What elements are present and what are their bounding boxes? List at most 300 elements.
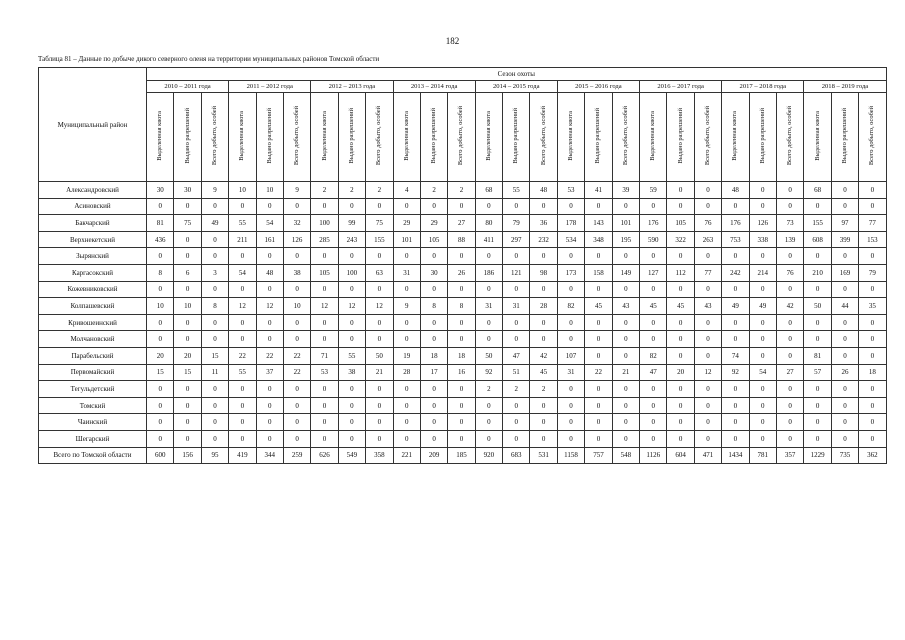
value-cell: 0 xyxy=(503,248,530,265)
value-cell: 0 xyxy=(201,397,228,414)
value-cell: 0 xyxy=(338,198,365,215)
subcolumn-label: Всего добыто, особей xyxy=(621,106,629,166)
subcolumn-label: Всего добыто, особей xyxy=(539,106,547,166)
value-cell: 0 xyxy=(229,248,256,265)
subcolumn-label: Выдано разрешений xyxy=(758,108,766,164)
value-cell: 55 xyxy=(229,364,256,381)
value-cell: 0 xyxy=(256,248,283,265)
value-cell: 0 xyxy=(804,198,831,215)
subcolumn-label: Выдано разрешений xyxy=(430,108,438,164)
subcolumn-label: Выдано разрешений xyxy=(840,108,848,164)
value-cell: 0 xyxy=(859,381,886,398)
value-cell: 0 xyxy=(530,248,557,265)
value-cell: 0 xyxy=(776,397,803,414)
value-cell: 31 xyxy=(503,298,530,315)
value-cell: 80 xyxy=(475,215,502,232)
value-cell: 411 xyxy=(475,231,502,248)
value-cell: 419 xyxy=(229,447,256,464)
value-cell: 107 xyxy=(557,347,584,364)
value-cell: 549 xyxy=(338,447,365,464)
value-cell: 0 xyxy=(283,397,310,414)
value-cell: 0 xyxy=(831,397,858,414)
value-cell: 0 xyxy=(749,281,776,298)
value-cell: 9 xyxy=(393,298,420,315)
value-cell: 0 xyxy=(557,248,584,265)
value-cell: 0 xyxy=(667,381,694,398)
value-cell: 2 xyxy=(503,381,530,398)
value-cell: 0 xyxy=(749,182,776,199)
value-cell: 0 xyxy=(174,231,201,248)
value-cell: 20 xyxy=(147,347,174,364)
value-cell: 259 xyxy=(283,447,310,464)
value-cell: 26 xyxy=(448,264,475,281)
value-cell: 0 xyxy=(201,331,228,348)
value-cell: 39 xyxy=(612,182,639,199)
value-cell: 38 xyxy=(338,364,365,381)
value-cell: 209 xyxy=(420,447,447,464)
value-cell: 0 xyxy=(722,314,749,331)
table-row xyxy=(39,331,887,348)
value-cell: 0 xyxy=(530,414,557,431)
value-cell: 30 xyxy=(174,182,201,199)
table-row xyxy=(39,182,887,199)
value-cell: 82 xyxy=(640,347,667,364)
value-cell: 2 xyxy=(475,381,502,398)
value-cell: 98 xyxy=(530,264,557,281)
value-cell: 75 xyxy=(174,215,201,232)
district-name-cell: Шегарский xyxy=(39,430,147,447)
value-cell: 0 xyxy=(448,430,475,447)
district-name-cell: Александровский xyxy=(39,182,147,199)
value-cell: 0 xyxy=(147,248,174,265)
value-cell: 608 xyxy=(804,231,831,248)
season-year-header: 2012 – 2013 года xyxy=(311,81,393,93)
value-cell: 48 xyxy=(722,182,749,199)
value-cell: 0 xyxy=(338,381,365,398)
value-cell: 0 xyxy=(831,331,858,348)
value-cell: 0 xyxy=(311,331,338,348)
value-cell: 0 xyxy=(174,198,201,215)
value-cell: 126 xyxy=(749,215,776,232)
value-cell: 0 xyxy=(366,381,393,398)
value-cell: 0 xyxy=(776,347,803,364)
value-cell: 0 xyxy=(585,397,612,414)
value-cell: 88 xyxy=(448,231,475,248)
value-cell: 0 xyxy=(804,430,831,447)
value-cell: 95 xyxy=(201,447,228,464)
value-cell: 139 xyxy=(776,231,803,248)
value-cell: 8 xyxy=(448,298,475,315)
value-cell: 214 xyxy=(749,264,776,281)
value-cell: 54 xyxy=(256,215,283,232)
value-cell: 0 xyxy=(612,397,639,414)
value-cell: 0 xyxy=(722,248,749,265)
value-cell: 158 xyxy=(585,264,612,281)
table-row xyxy=(39,281,887,298)
value-cell: 0 xyxy=(585,281,612,298)
subcolumn-label: Выделенная квота xyxy=(320,111,328,161)
subcolumn-header xyxy=(694,93,721,182)
value-cell: 29 xyxy=(420,215,447,232)
subcolumn-label: Всего добыто, особей xyxy=(704,106,711,166)
value-cell: 0 xyxy=(530,397,557,414)
value-cell: 143 xyxy=(585,215,612,232)
value-cell: 0 xyxy=(557,414,584,431)
value-cell: 0 xyxy=(804,414,831,431)
value-cell: 0 xyxy=(722,198,749,215)
value-cell: 12 xyxy=(256,298,283,315)
value-cell: 53 xyxy=(311,364,338,381)
value-cell: 0 xyxy=(174,314,201,331)
district-name-cell: Кожевниковский xyxy=(39,281,147,298)
value-cell: 0 xyxy=(667,331,694,348)
district-name-cell: Асиновский xyxy=(39,198,147,215)
season-year-header: 2010 – 2011 года xyxy=(147,81,229,93)
value-cell: 186 xyxy=(475,264,502,281)
value-cell: 0 xyxy=(694,281,721,298)
value-cell: 0 xyxy=(722,381,749,398)
value-cell: 79 xyxy=(503,215,530,232)
value-cell: 43 xyxy=(694,298,721,315)
value-cell: 0 xyxy=(859,430,886,447)
value-cell: 155 xyxy=(366,231,393,248)
season-year-header: 2013 – 2014 года xyxy=(393,81,475,93)
value-cell: 0 xyxy=(393,198,420,215)
value-cell: 0 xyxy=(503,331,530,348)
value-cell: 0 xyxy=(256,314,283,331)
value-cell: 0 xyxy=(640,430,667,447)
value-cell: 0 xyxy=(749,381,776,398)
value-cell: 0 xyxy=(256,281,283,298)
value-cell: 0 xyxy=(229,198,256,215)
value-cell: 0 xyxy=(147,397,174,414)
value-cell: 22 xyxy=(585,364,612,381)
value-cell: 12 xyxy=(229,298,256,315)
value-cell: 0 xyxy=(612,314,639,331)
value-cell: 10 xyxy=(256,182,283,199)
value-cell: 38 xyxy=(283,264,310,281)
value-cell: 0 xyxy=(831,314,858,331)
value-cell: 10 xyxy=(229,182,256,199)
value-cell: 920 xyxy=(475,447,502,464)
value-cell: 534 xyxy=(557,231,584,248)
subcolumn-header xyxy=(201,93,228,182)
value-cell: 0 xyxy=(420,331,447,348)
value-cell: 12 xyxy=(694,364,721,381)
value-cell: 604 xyxy=(667,447,694,464)
value-cell: 37 xyxy=(256,364,283,381)
table-row xyxy=(39,314,887,331)
value-cell: 3 xyxy=(201,264,228,281)
value-cell: 0 xyxy=(393,314,420,331)
value-cell: 0 xyxy=(557,331,584,348)
value-cell: 0 xyxy=(366,198,393,215)
value-cell: 362 xyxy=(859,447,886,464)
value-cell: 42 xyxy=(530,347,557,364)
value-cell: 0 xyxy=(776,281,803,298)
value-cell: 0 xyxy=(585,414,612,431)
value-cell: 18 xyxy=(448,347,475,364)
value-cell: 30 xyxy=(147,182,174,199)
value-cell: 0 xyxy=(338,314,365,331)
value-cell: 10 xyxy=(283,298,310,315)
value-cell: 0 xyxy=(393,430,420,447)
value-cell: 0 xyxy=(776,314,803,331)
value-cell: 0 xyxy=(229,331,256,348)
value-cell: 0 xyxy=(338,331,365,348)
value-cell: 0 xyxy=(640,381,667,398)
value-cell: 221 xyxy=(393,447,420,464)
value-cell: 0 xyxy=(694,248,721,265)
value-cell: 77 xyxy=(859,215,886,232)
value-cell: 0 xyxy=(475,331,502,348)
subcolumn-header xyxy=(749,93,776,182)
value-cell: 0 xyxy=(475,248,502,265)
value-cell: 22 xyxy=(256,347,283,364)
subcolumn-label: Всего добыто, особей xyxy=(210,106,218,166)
value-cell: 71 xyxy=(311,347,338,364)
value-cell: 0 xyxy=(201,430,228,447)
value-cell: 0 xyxy=(530,430,557,447)
table-row xyxy=(39,447,887,464)
value-cell: 0 xyxy=(174,397,201,414)
district-name-cell: Парабельский xyxy=(39,347,147,364)
value-cell: 21 xyxy=(366,364,393,381)
value-cell: 45 xyxy=(585,298,612,315)
value-cell: 1229 xyxy=(804,447,831,464)
value-cell: 0 xyxy=(831,381,858,398)
value-cell: 0 xyxy=(448,281,475,298)
value-cell: 0 xyxy=(147,414,174,431)
district-name-cell: Каргасокский xyxy=(39,264,147,281)
value-cell: 0 xyxy=(393,381,420,398)
value-cell: 112 xyxy=(667,264,694,281)
value-cell: 0 xyxy=(776,182,803,199)
table-caption: Таблица 81 – Данные по добыче дикого северного оленя на территории муниципальных районов Томской области xyxy=(38,55,380,63)
value-cell: 0 xyxy=(749,198,776,215)
value-cell: 81 xyxy=(804,347,831,364)
value-cell: 0 xyxy=(229,430,256,447)
table-row xyxy=(39,381,887,398)
value-cell: 53 xyxy=(557,182,584,199)
value-cell: 0 xyxy=(311,281,338,298)
value-cell: 0 xyxy=(393,331,420,348)
value-cell: 0 xyxy=(448,248,475,265)
value-cell: 76 xyxy=(694,215,721,232)
value-cell: 0 xyxy=(557,430,584,447)
value-cell: 0 xyxy=(311,397,338,414)
value-cell: 0 xyxy=(831,414,858,431)
value-cell: 161 xyxy=(256,231,283,248)
subcolumn-header xyxy=(831,93,858,182)
value-cell: 68 xyxy=(804,182,831,199)
value-cell: 127 xyxy=(640,264,667,281)
value-cell: 0 xyxy=(804,381,831,398)
value-cell: 2 xyxy=(530,381,557,398)
value-cell: 0 xyxy=(311,430,338,447)
value-cell: 36 xyxy=(530,215,557,232)
value-cell: 0 xyxy=(667,314,694,331)
table-row xyxy=(39,198,887,215)
value-cell: 153 xyxy=(859,231,886,248)
value-cell: 0 xyxy=(722,414,749,431)
value-cell: 0 xyxy=(174,381,201,398)
subcolumn-header xyxy=(393,93,420,182)
value-cell: 338 xyxy=(749,231,776,248)
value-cell: 49 xyxy=(722,298,749,315)
subcolumn-label: Выдано разрешений xyxy=(676,108,684,164)
season-year-header: 2016 – 2017 года xyxy=(640,81,722,93)
subcolumn-label: Выдано разрешений xyxy=(347,108,355,164)
table-row xyxy=(39,264,887,281)
subcolumn-label: Выдано разрешений xyxy=(183,108,191,164)
value-cell: 92 xyxy=(722,364,749,381)
value-cell: 0 xyxy=(831,248,858,265)
value-cell: 17 xyxy=(420,364,447,381)
value-cell: 0 xyxy=(448,381,475,398)
value-cell: 0 xyxy=(804,248,831,265)
value-cell: 79 xyxy=(859,264,886,281)
value-cell: 54 xyxy=(229,264,256,281)
value-cell: 0 xyxy=(776,430,803,447)
value-cell: 1126 xyxy=(640,447,667,464)
subcolumn-header xyxy=(612,93,639,182)
value-cell: 0 xyxy=(640,248,667,265)
value-cell: 0 xyxy=(393,248,420,265)
value-cell: 126 xyxy=(283,231,310,248)
value-cell: 42 xyxy=(776,298,803,315)
season-year-header: 2014 – 2015 года xyxy=(475,81,557,93)
value-cell: 35 xyxy=(859,298,886,315)
value-cell: 0 xyxy=(420,397,447,414)
value-cell: 0 xyxy=(557,397,584,414)
subcolumn-label: Выделенная квота xyxy=(156,111,164,161)
value-cell: 0 xyxy=(667,397,694,414)
value-cell: 0 xyxy=(256,397,283,414)
value-cell: 243 xyxy=(338,231,365,248)
value-cell: 12 xyxy=(311,298,338,315)
value-cell: 101 xyxy=(393,231,420,248)
value-cell: 0 xyxy=(448,198,475,215)
value-cell: 0 xyxy=(147,430,174,447)
value-cell: 357 xyxy=(776,447,803,464)
value-cell: 73 xyxy=(776,215,803,232)
page-number: 182 xyxy=(445,36,460,46)
season-year-header: 2018 – 2019 года xyxy=(804,81,886,93)
value-cell: 50 xyxy=(475,347,502,364)
subcolumn-header xyxy=(420,93,447,182)
table-row xyxy=(39,347,887,364)
value-cell: 0 xyxy=(749,314,776,331)
subcolumn-label: Выдано разрешений xyxy=(594,108,602,164)
value-cell: 0 xyxy=(503,430,530,447)
value-cell: 155 xyxy=(804,215,831,232)
table-row xyxy=(39,248,887,265)
value-cell: 0 xyxy=(201,231,228,248)
value-cell: 0 xyxy=(366,397,393,414)
value-cell: 0 xyxy=(366,248,393,265)
value-cell: 285 xyxy=(311,231,338,248)
value-cell: 0 xyxy=(557,381,584,398)
value-cell: 0 xyxy=(174,248,201,265)
value-cell: 11 xyxy=(201,364,228,381)
value-cell: 54 xyxy=(749,364,776,381)
value-cell: 2 xyxy=(366,182,393,199)
value-cell: 0 xyxy=(311,381,338,398)
value-cell: 0 xyxy=(393,281,420,298)
value-cell: 176 xyxy=(640,215,667,232)
value-cell: 0 xyxy=(859,248,886,265)
value-cell: 0 xyxy=(229,314,256,331)
value-cell: 0 xyxy=(174,331,201,348)
value-cell: 344 xyxy=(256,447,283,464)
value-cell: 0 xyxy=(722,331,749,348)
value-cell: 0 xyxy=(366,430,393,447)
value-cell: 6 xyxy=(174,264,201,281)
value-cell: 0 xyxy=(612,414,639,431)
value-cell: 77 xyxy=(694,264,721,281)
value-cell: 49 xyxy=(749,298,776,315)
value-cell: 105 xyxy=(311,264,338,281)
value-cell: 16 xyxy=(448,364,475,381)
value-cell: 43 xyxy=(612,298,639,315)
value-cell: 471 xyxy=(694,447,721,464)
value-cell: 59 xyxy=(640,182,667,199)
subcolumn-header xyxy=(229,93,256,182)
value-cell: 15 xyxy=(147,364,174,381)
value-cell: 0 xyxy=(448,397,475,414)
value-cell: 0 xyxy=(147,331,174,348)
value-cell: 0 xyxy=(859,281,886,298)
value-cell: 22 xyxy=(283,364,310,381)
subcolumn-label: Выделенная квота xyxy=(484,111,492,161)
district-name-cell: Бакчарский xyxy=(39,215,147,232)
value-cell: 2 xyxy=(420,182,447,199)
value-cell: 0 xyxy=(557,281,584,298)
subcolumn-header xyxy=(475,93,502,182)
district-name-cell: Молчановский xyxy=(39,331,147,348)
value-cell: 0 xyxy=(585,381,612,398)
value-cell: 0 xyxy=(283,331,310,348)
value-cell: 0 xyxy=(174,430,201,447)
value-cell: 0 xyxy=(256,381,283,398)
value-cell: 8 xyxy=(147,264,174,281)
value-cell: 0 xyxy=(256,198,283,215)
subcolumn-header xyxy=(283,93,310,182)
value-cell: 99 xyxy=(338,215,365,232)
value-cell: 0 xyxy=(776,331,803,348)
value-cell: 0 xyxy=(448,414,475,431)
value-cell: 28 xyxy=(393,364,420,381)
district-column-header: Муниципальный район xyxy=(39,68,147,182)
value-cell: 0 xyxy=(475,314,502,331)
value-cell: 8 xyxy=(201,298,228,315)
subcolumn-label: Выделенная квота xyxy=(731,111,739,161)
value-cell: 149 xyxy=(612,264,639,281)
value-cell: 45 xyxy=(530,364,557,381)
value-cell: 436 xyxy=(147,231,174,248)
value-cell: 12 xyxy=(366,298,393,315)
subcolumn-label: Всего добыто, особей xyxy=(786,106,794,166)
value-cell: 0 xyxy=(831,430,858,447)
value-cell: 548 xyxy=(612,447,639,464)
value-cell: 590 xyxy=(640,231,667,248)
value-cell: 50 xyxy=(366,347,393,364)
value-cell: 0 xyxy=(338,430,365,447)
value-cell: 0 xyxy=(256,414,283,431)
value-cell: 0 xyxy=(366,331,393,348)
value-cell: 45 xyxy=(640,298,667,315)
